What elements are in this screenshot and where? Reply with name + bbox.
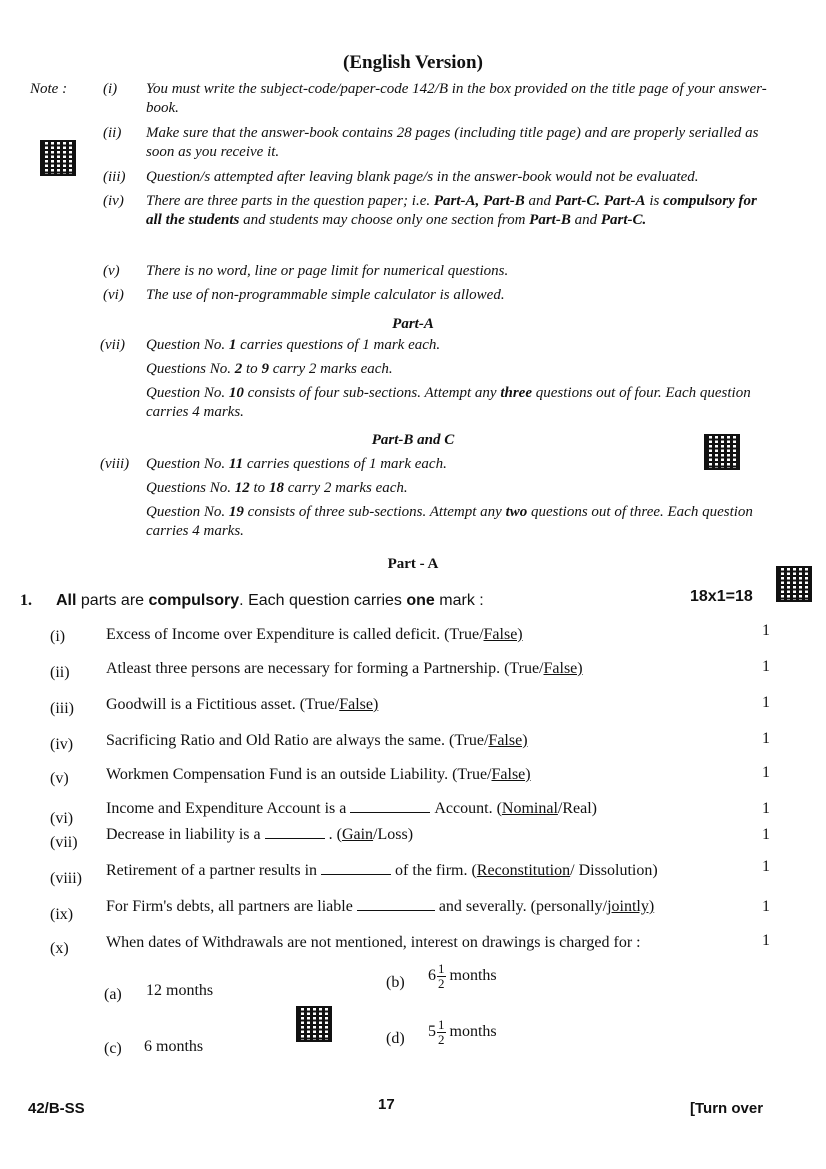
question-text: [106, 732, 726, 750]
note-label: Note :: [30, 81, 68, 97]
question-mark: 1: [762, 764, 770, 781]
option-d: [428, 1018, 497, 1046]
qr-code-icon: [40, 140, 76, 176]
part-a-section-heading: Part - A: [387, 556, 439, 572]
text: Goodwill is a Fictitious asset. (True/: [106, 696, 340, 713]
denominator: 2: [438, 975, 445, 991]
question-number: (x): [50, 940, 69, 957]
bold-text: 2: [234, 361, 243, 377]
question-1-marks: 18x1=18: [690, 588, 753, 605]
question-text: [106, 660, 726, 678]
text: months: [449, 966, 497, 984]
text: Question No.: [146, 337, 229, 353]
bold-text: 10: [228, 385, 244, 401]
page-number: 17: [378, 1096, 395, 1113]
question-mark: 1: [762, 658, 770, 675]
text: to: [249, 480, 269, 496]
paper-code: 42/B-SS: [28, 1100, 85, 1117]
answer: Reconstitution: [476, 862, 571, 879]
text: questions out of four. Each question carries 4 marks.: [146, 385, 751, 420]
text: Question No.: [146, 385, 229, 401]
answer-blank: [321, 874, 391, 875]
answer: False): [483, 626, 523, 643]
bold-text: Part-C.: [600, 211, 647, 228]
answer: Gain: [341, 826, 374, 843]
text: There are three parts in the question paper; i.e.: [146, 193, 434, 209]
text: of the firm. (: [395, 862, 477, 879]
option-b-label: (b): [386, 974, 405, 991]
question-number: (iv): [50, 736, 74, 753]
question-1-instruction: [56, 592, 656, 610]
answer: False): [491, 766, 531, 783]
bold-text: 12: [234, 480, 250, 496]
question-number: (ix): [50, 906, 74, 923]
note-num: (iv): [103, 193, 124, 209]
note-line: [146, 360, 771, 379]
option-c-label: (c): [104, 1040, 122, 1057]
question-text: [106, 826, 726, 844]
text: carry 2 marks each.: [283, 480, 408, 496]
numerator: 1: [438, 1017, 445, 1032]
note-text-iv: [146, 192, 771, 230]
question-number: (i): [50, 628, 66, 645]
text: /Loss): [373, 826, 414, 843]
note-text: The use of non-programmable simple calculator is allowed.: [146, 287, 505, 303]
note-text: Make sure that the answer-book contains 28 pages (including title page) and are properly serialled as soon as you receive it.: [146, 125, 759, 160]
bold-text: Part-C. Part-A: [554, 193, 646, 209]
text: and students may choose only one section from: [239, 211, 530, 228]
text: is: [645, 193, 664, 209]
numerator: 1: [438, 961, 445, 976]
text: carries questions of 1 mark each.: [236, 337, 441, 353]
note-line: [146, 384, 771, 422]
question-mark: 1: [762, 826, 770, 843]
note-num: (i): [103, 81, 118, 97]
note-text: There is no word, line or page limit for numerical questions.: [146, 263, 509, 279]
text: questions out of three. Each question carries 4 marks.: [146, 504, 753, 539]
bold-text: 18: [268, 480, 284, 496]
text: For Firm's debts, all partners are liable: [106, 898, 353, 915]
note-num: (vii): [100, 337, 125, 353]
note-num: (iii): [103, 169, 126, 185]
text: / Dissolution): [570, 862, 658, 879]
question-text: [106, 696, 726, 714]
question-text: [106, 766, 726, 784]
question-number: 1.: [20, 592, 32, 609]
answer-blank: [357, 910, 435, 911]
denominator: 2: [438, 1031, 445, 1047]
text: . Each question carries: [239, 592, 407, 609]
text: to: [242, 361, 262, 377]
text: Questions No.: [146, 361, 235, 377]
question-mark: 1: [762, 622, 770, 639]
text: /Real): [557, 800, 597, 817]
note-text: You must write the subject-code/paper-code 142/B in the box provided on the title page of your answer-book.: [146, 81, 767, 116]
text: Question No.: [146, 456, 229, 472]
text: months: [449, 1022, 497, 1040]
text: Retirement of a partner results in: [106, 862, 318, 879]
whole: 6: [428, 966, 436, 984]
fraction: [437, 1018, 446, 1046]
text: Atleast three persons are necessary for forming a Partnership. (True/: [106, 660, 544, 677]
question-mark: 1: [762, 800, 770, 817]
answer: jointly): [607, 898, 655, 915]
bold-text: one: [406, 592, 435, 609]
bold-text: Part-B: [529, 211, 571, 228]
text: consists of four sub-sections. Attempt any: [243, 385, 501, 401]
note-line: [146, 455, 771, 474]
text: Question No.: [146, 504, 229, 520]
part-bc-heading: Part-B and C: [371, 432, 455, 448]
text: mark :: [434, 592, 484, 609]
turn-over: [Turn over: [690, 1100, 764, 1117]
note-num: (viii): [100, 456, 130, 472]
note-line: [146, 503, 771, 541]
text: Sacrificing Ratio and Old Ratio are always the same. (True/: [106, 732, 489, 749]
option-d-label: (d): [386, 1030, 405, 1047]
note-line: [146, 479, 771, 498]
text: and severally. (personally/: [438, 898, 608, 915]
page-title: (English Version): [343, 52, 483, 73]
bold-text: 9: [261, 361, 269, 377]
text: All: [56, 592, 77, 609]
text: Excess of Income over Expenditure is called deficit. (True/: [106, 626, 484, 643]
answer: False): [543, 660, 583, 677]
bold-text: two: [505, 504, 528, 520]
option-a-label: (a): [104, 986, 122, 1003]
text: and: [570, 211, 601, 228]
text: Workmen Compensation Fund is an outside Liability. (True/: [106, 766, 492, 783]
text: parts are: [76, 592, 149, 609]
bold-text: Part-A, Part-B: [433, 193, 525, 209]
question-mark: 1: [762, 858, 770, 875]
part-a-heading: Part-A: [392, 316, 434, 332]
answer: False): [488, 732, 528, 749]
question-number: (v): [50, 770, 69, 787]
question-number: (ii): [50, 664, 70, 681]
note-num: (v): [103, 263, 120, 279]
text: consists of three sub-sections. Attempt any: [243, 504, 506, 520]
question-mark: 1: [762, 730, 770, 747]
text: Account. (: [434, 800, 502, 817]
question-number: (vi): [50, 810, 74, 827]
text: Questions No.: [146, 480, 235, 496]
question-text: [106, 862, 726, 880]
text: Income and Expenditure Account is a: [106, 800, 347, 817]
answer-blank: [350, 812, 430, 813]
question-text: [106, 898, 726, 916]
note-text: Question/s attempted after leaving blank page/s in the answer-book would not be evaluated.: [146, 169, 699, 185]
bold-text: three: [500, 385, 532, 401]
question-mark: 1: [762, 694, 770, 711]
note-num: (vi): [103, 287, 124, 303]
question-text: [106, 800, 726, 818]
text: carries questions of 1 mark each.: [243, 456, 447, 472]
text: . (: [328, 826, 342, 843]
text: and: [524, 193, 555, 209]
text: Decrease in liability is a: [106, 826, 261, 843]
bold-text: 1: [228, 337, 237, 353]
whole: 5: [428, 1022, 436, 1040]
bold-text: compulsory for all the students: [146, 193, 757, 228]
bold-text: compulsory: [148, 592, 240, 609]
fraction: [437, 962, 446, 990]
option-c: 6 months: [144, 1038, 204, 1055]
question-text: When dates of Withdrawals are not mentioned, interest on drawings is charged for :: [106, 934, 641, 951]
question-number: (viii): [50, 870, 82, 887]
note-num: (ii): [103, 125, 122, 141]
text: carry 2 marks each.: [268, 361, 393, 377]
question-text: [106, 626, 726, 644]
option-a: 12 months: [146, 982, 214, 999]
question-number: (iii): [50, 700, 74, 717]
answer: False): [339, 696, 379, 713]
qr-code-icon: [296, 1006, 332, 1042]
qr-code-icon: [776, 566, 812, 602]
bold-text: 19: [228, 504, 244, 520]
answer-blank: [265, 838, 325, 839]
question-number: (vii): [50, 834, 78, 851]
option-b: [428, 962, 497, 990]
bold-text: 11: [228, 456, 244, 472]
answer: Nominal: [501, 800, 558, 817]
question-mark: 1: [762, 932, 770, 949]
question-mark: 1: [762, 898, 770, 915]
note-line: [146, 336, 771, 355]
